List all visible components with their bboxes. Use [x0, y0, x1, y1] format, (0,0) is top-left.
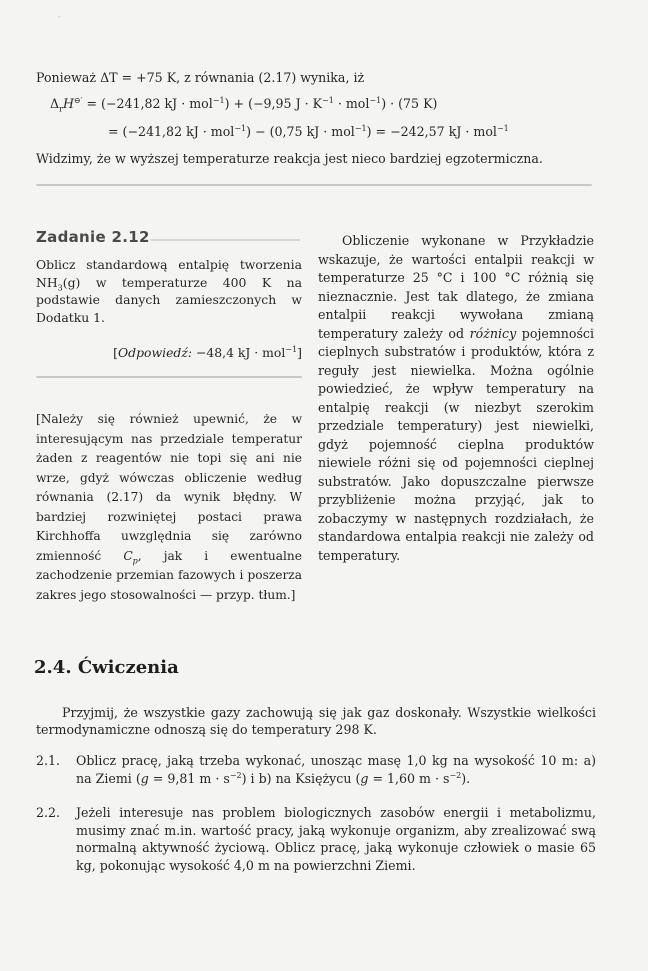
ex1-e: ).	[461, 770, 471, 786]
exercise-number: 2.2.	[36, 805, 61, 820]
ex1-sup1: −2	[229, 770, 242, 780]
eq-h: H	[62, 96, 74, 111]
translator-note	[36, 410, 302, 605]
exercise-text	[76, 752, 596, 787]
eq1-b: ) + (−9,95 J · K	[224, 96, 323, 111]
ex1-c: ) i b) na Księżycu (	[241, 770, 361, 786]
exercise-2-1	[36, 752, 596, 787]
equation-line-2	[108, 124, 509, 140]
ex1-sup2: −2	[449, 770, 462, 780]
eq2-c: ) = −242,57 kJ · mol	[366, 124, 497, 139]
note-b: , jak i ewentualne zachodzenie przemian fazowych i poszerza zakres jego stosowalności — przyp. tłum.]	[36, 548, 302, 602]
note-cp-sub: p	[132, 555, 138, 565]
intro-line: Ponieważ ΔT = +75 K, z równania (2.17) wynika, iż	[36, 70, 365, 85]
exercise-number: 2.1.	[36, 753, 61, 768]
ex1-a: Oblicz pracę, jaką trzeba wykonać, unosząc masę 1,0 kg na wysokość 10 m: a) na Ziemi (	[76, 753, 596, 786]
eq1-sup2: −1	[322, 95, 334, 105]
eq1-c: · mol	[333, 96, 370, 111]
answer-label: Odpowiedź:	[118, 345, 193, 360]
eq2-a: = (−241,82 kJ · mol	[108, 124, 235, 139]
right-col-emph: różnicy	[469, 325, 517, 341]
eq1-d: ) · (75 K)	[381, 96, 438, 111]
conclusion-line: Widzimy, że w wyższej temperaturze reakcja jest nieco bardziej egzotermiczna.	[36, 151, 543, 166]
eq2-sup3: −1	[496, 123, 509, 133]
zadanie-title-rule	[150, 239, 300, 241]
eq2-b: ) − (0,75 kJ · mol	[246, 124, 355, 139]
exercise-2-2	[36, 804, 596, 874]
answer-value: −48,4 kJ · mol	[192, 345, 286, 360]
equation-line-1	[50, 96, 437, 112]
right-column-text	[318, 232, 594, 565]
ex1-g2: g	[360, 770, 369, 786]
eq1-a: = (−241,82 kJ · mol	[82, 96, 213, 111]
exercise-text: Jeżeli interesuje nas problem biologicznych zasobów energii i metabolizmu, musimy znać m.in. wartość pracy, jaką wykonuje organizm, aby zrealizować swą normalną aktywność życiową. Oblicz pracę, jaką wykonuje człowiek o masie 65 kg, pokonując wysokość 4,0 m na powierzchni Ziemi.	[76, 805, 596, 873]
eq-prime: ′	[80, 95, 83, 105]
ex1-d: = 1,60 m · s	[368, 770, 450, 786]
page-mark: -	[58, 12, 61, 21]
ex1-g1: g	[140, 770, 149, 786]
note-a: [Należy się również upewnić, że w interesującym nas przedziale temperatur żaden z reagentów nie topi się ani nie wrze, gdyż wówczas obliczenie według równania (2.17) da wynik błędny. W bardziej rozwiniętej postaci prawa Kirchhoffa uwzględnia się zarówno zmienność	[36, 412, 302, 563]
zadanie-body-a: Oblicz standardową entalpię tworzenia NH	[36, 257, 302, 290]
eq-delta-sub: r	[59, 104, 63, 114]
eq-delta: Δ	[50, 96, 60, 111]
section-title: 2.4. Ćwiczenia	[34, 657, 179, 678]
right-col-a: Obliczenie wykonane w Przykładzie wskazuje, że wartości entalpii reakcji w temperaturze 25 °C i 100 °C różnią się nieznacznie. Jest tak dlatego, że zmiana entalpii reakcji wywołana zmianą temperatury zależy od	[318, 233, 594, 341]
zadanie-title: Zadanie 2.12	[36, 228, 150, 246]
eq1-sup1: −1	[212, 95, 225, 105]
eq-standard-sign: ⊖	[73, 95, 81, 105]
note-cp: C	[123, 548, 133, 563]
zadanie-body-b: (g) w temperaturze 400 K na podstawie danych zamieszczonych w Dodatku 1.	[36, 274, 302, 325]
zadanie-body-sub: 3	[57, 283, 63, 293]
answer-sup: −1	[285, 344, 298, 354]
zadanie-answer	[36, 345, 302, 360]
ex1-b: = 9,81 m · s	[148, 770, 230, 786]
answer-close: ]	[297, 345, 302, 360]
eq2-sup1: −1	[234, 123, 247, 133]
zadanie-body	[36, 256, 302, 326]
answer-open: [	[113, 345, 119, 360]
section-intro: Przyjmij, że wszystkie gazy zachowują się jak gaz doskonały. Wszystkie wielkości termodynamiczne odnoszą się do temperatury 298 K.	[36, 705, 596, 737]
zadanie-end-rule	[36, 376, 302, 378]
right-col-b: pojemności cieplnych substratów i produktów, która z reguły jest niewielka. Można ogólnie powiedzieć, że wpływ temperatury na entalpię reakcji (w niezbyt szerokim przedziale temperatury) jest niewielki, gdyż pojemność cieplna produktów niewiele różni się od pojemności cieplnej substratów. Jako dopuszczalne pierwsze przybliżenie można przyjąć, jak to zobaczymy w następnych rozdziałach, że standardowa entalpia reakcji nie zależy od temperatury.	[318, 325, 594, 563]
eq1-sup3: −1	[369, 95, 382, 105]
example-end-rule	[36, 184, 592, 186]
eq2-sup2: −1	[354, 123, 367, 133]
